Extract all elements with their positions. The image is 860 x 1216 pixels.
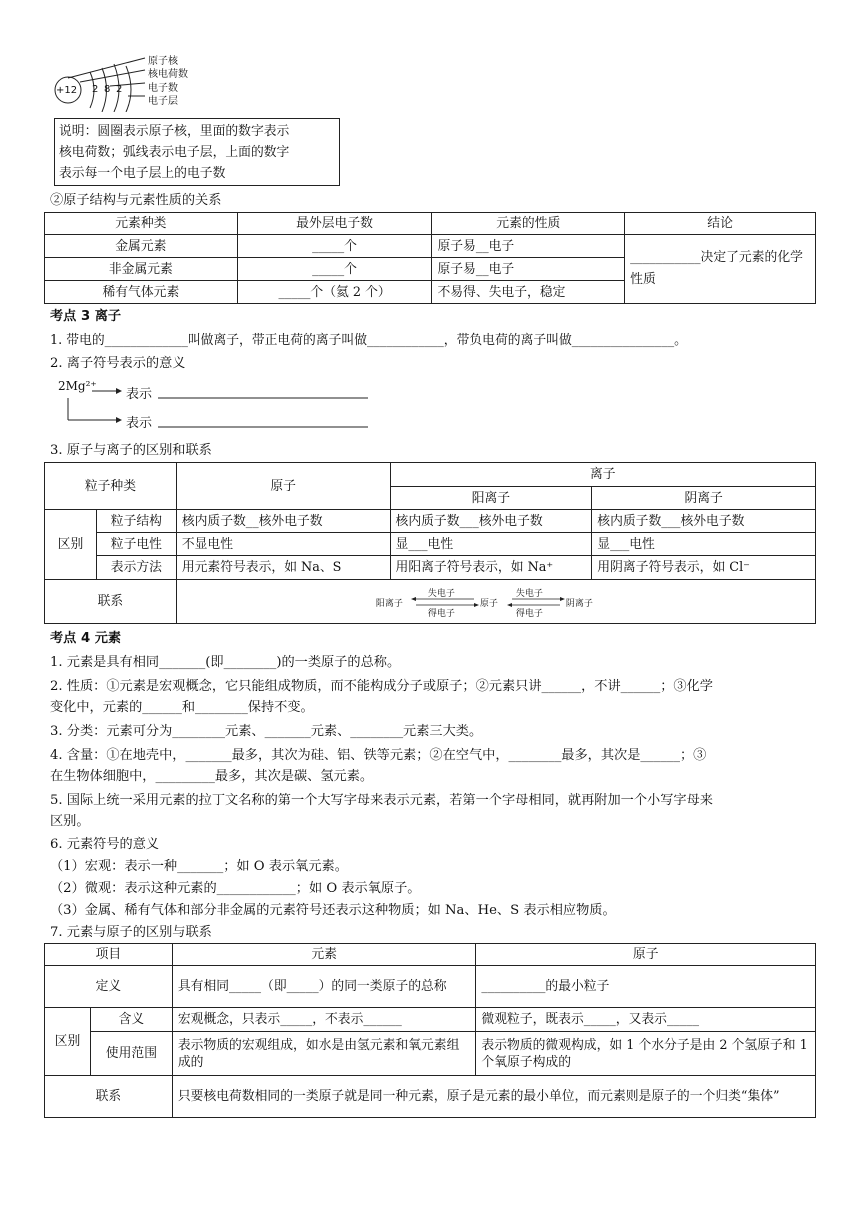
relation-arrows xyxy=(376,586,616,618)
row-label: 粒子电性 xyxy=(96,533,176,556)
note-line: 核电荷数；弧线表示电子层，上面的数字 xyxy=(59,145,290,160)
element-atom-table xyxy=(44,943,816,1118)
cell-cation: 核内质子数___核外电子数 xyxy=(390,510,592,533)
header-outer-electrons: 最外层电子数 xyxy=(237,213,432,235)
shell-number-1: 2 xyxy=(92,84,99,95)
section4-line: 6. 元素符号的意义 xyxy=(50,837,160,852)
header-item: 项目 xyxy=(45,944,173,966)
diagram-label-shell: 电子层 xyxy=(148,96,178,107)
section3-line3: 3. 原子与离子的区别和联系 xyxy=(50,443,212,458)
shell-number-2: 8 xyxy=(104,84,111,95)
section4-line: 1. 元素是具有相同_______(即________)的一类原子的总称。 xyxy=(50,655,401,670)
rel-lose-1: 失电子 xyxy=(427,588,455,599)
arrow-label-2: 表示 xyxy=(126,416,153,431)
ion-symbol-arrows xyxy=(54,380,374,430)
shell-number-3: 2 xyxy=(116,84,123,95)
header-ion: 离子 xyxy=(390,463,815,487)
section4-line: （2）微观：表示这种元素的____________；如 O 表示氧原子。 xyxy=(50,881,421,896)
cell-atom: 核内质子数__核外电子数 xyxy=(176,510,390,533)
section4-line: 变化中，元素的______和________保持不变。 xyxy=(50,700,314,715)
cell-anion: 核内质子数___核外电子数 xyxy=(592,510,816,533)
cell-anion: 显___电性 xyxy=(592,533,816,556)
section4-heading: 考点 4 元素 xyxy=(50,631,122,646)
section4-line: 在生物体细胞中，_________最多，其次是碳、氢元素。 xyxy=(50,769,374,784)
header-atom: 原子 xyxy=(476,944,816,966)
relation-label: 联系 xyxy=(45,580,177,624)
diagram-label-electrons: 电子数 xyxy=(148,83,178,94)
rel-atom: 原子 xyxy=(479,598,498,609)
header-property: 元素的性质 xyxy=(432,213,625,235)
cell-property: 不易得、失电子，稳定 xyxy=(432,281,625,304)
ion-table xyxy=(44,462,816,624)
usage-label: 使用范围 xyxy=(90,1032,172,1076)
cell-electrons: _____个 xyxy=(237,235,432,258)
section4-line: 区别。 xyxy=(50,814,90,829)
diagram-label-nucleus: 原子核 xyxy=(148,56,178,67)
cell-electrons: _____个（氦 2 个） xyxy=(237,281,432,304)
cell-anion: 用阴离子符号表示，如 Cl⁻ xyxy=(592,556,816,580)
header-conclusion: 结论 xyxy=(625,213,816,235)
note-line: 说明：圆圈表示原子核，里面的数字表示 xyxy=(59,124,290,139)
arrow-label-1: 表示 xyxy=(126,387,153,402)
section3-line1: 1. 带电的_____________叫做离子，带正电荷的离子叫做____________，带负电荷的离子叫做________________。 xyxy=(50,333,687,348)
section4-line: （3）金属、稀有气体和部分非金属的元素符号还表示这种物质；如 Na、He、S 表示相应物质。 xyxy=(50,903,616,918)
cell-electrons: _____个 xyxy=(237,258,432,281)
definition-element: 具有相同_____（即_____）的同一类原子的总称 xyxy=(172,966,476,1008)
rel-gain-2: 得电子 xyxy=(515,608,543,619)
cell-conclusion: ___________决定了元素的化学性质 xyxy=(625,235,816,304)
ion-symbol: 2Mg²⁺ xyxy=(58,379,97,393)
cell-cation: 用阳离子符号表示，如 Na⁺ xyxy=(390,556,592,580)
relation-diagram xyxy=(376,586,616,618)
definition-label: 定义 xyxy=(45,966,173,1008)
header-element: 元素 xyxy=(172,944,476,966)
relation-table xyxy=(44,212,816,304)
rel-cation: 阳离子 xyxy=(375,598,403,609)
cell-property: 原子易__电子 xyxy=(432,235,625,258)
definition-atom: __________的最小粒子 xyxy=(476,966,816,1008)
section3-line2: 2. 离子符号表示的意义 xyxy=(50,356,186,371)
usage-element: 表示物质的宏观组成，如水是由氢元素和氧元素组成的 xyxy=(172,1032,476,1076)
header-element-type: 元素种类 xyxy=(45,213,238,235)
header-anion: 阴离子 xyxy=(592,487,816,510)
diagram-label-charge: 核电荷数 xyxy=(148,69,188,80)
atom-structure-diagram xyxy=(50,50,220,112)
meaning-label: 含义 xyxy=(90,1008,172,1032)
cell-cation: 显___电性 xyxy=(390,533,592,556)
rel-anion: 阴离子 xyxy=(565,598,593,609)
section4-line: 7. 元素与原子的区别与联系 xyxy=(50,925,212,940)
relation-title: ②原子结构与元素性质的关系 xyxy=(50,193,222,208)
section4-line: 3. 分类：元素可分为________元素、_______元素、________元素三大类。 xyxy=(50,724,483,739)
section4-line: 4. 含量：①在地壳中，_______最多，其次为硅、铝、铁等元素；②在空气中，________最多，其次是______；③ xyxy=(50,748,707,763)
header-particle-type: 粒子种类 xyxy=(45,463,177,510)
header-cation: 阳离子 xyxy=(390,487,592,510)
relation-text: 只要核电荷数相同的一类原子就是同一种元素，原子是元素的最小单位，而元素则是原子的一个归类“集体” xyxy=(172,1076,815,1118)
section4-line: （1）宏观：表示一种_______；如 O 表示氧元素。 xyxy=(50,859,348,874)
rel-gain-1: 得电子 xyxy=(427,608,455,619)
rel-lose-2: 失电子 xyxy=(515,588,543,599)
diff-label: 区别 xyxy=(45,1008,91,1076)
meaning-atom: 微观粒子，既表示_____，又表示_____ xyxy=(476,1008,816,1032)
usage-atom: 表示物质的微观构成，如 1 个水分子是由 2 个氢原子和 1 个氧原子构成的 xyxy=(476,1032,816,1076)
nucleus-label: +12 xyxy=(56,85,78,96)
relation-label: 联系 xyxy=(45,1076,173,1118)
note-line: 表示每一个电子层上的电子数 xyxy=(59,166,226,181)
cell-property: 原子易__电子 xyxy=(432,258,625,281)
cell-atom: 不显电性 xyxy=(176,533,390,556)
diff-label: 区别 xyxy=(45,510,97,580)
cell-type: 非金属元素 xyxy=(45,258,238,281)
relation-diagram-cell xyxy=(176,580,815,624)
diagram-note xyxy=(54,118,340,186)
cell-atom: 用元素符号表示，如 Na、S xyxy=(176,556,390,580)
section4-line: 2. 性质：①元素是宏观概念，它只能组成物质，而不能构成分子或原子；②元素只讲______，不讲______；③化学 xyxy=(50,679,713,694)
section4-line: 5. 国际上统一采用元素的拉丁文名称的第一个大写字母来表示元素，若第一个字母相同，就再附加一个小写字母来 xyxy=(50,793,713,808)
cell-type: 稀有气体元素 xyxy=(45,281,238,304)
header-atom: 原子 xyxy=(176,463,390,510)
row-label: 表示方法 xyxy=(96,556,176,580)
cell-type: 金属元素 xyxy=(45,235,238,258)
row-label: 粒子结构 xyxy=(96,510,176,533)
meaning-element: 宏观概念，只表示_____，不表示______ xyxy=(172,1008,476,1032)
section3-heading: 考点 3 离子 xyxy=(50,309,122,324)
